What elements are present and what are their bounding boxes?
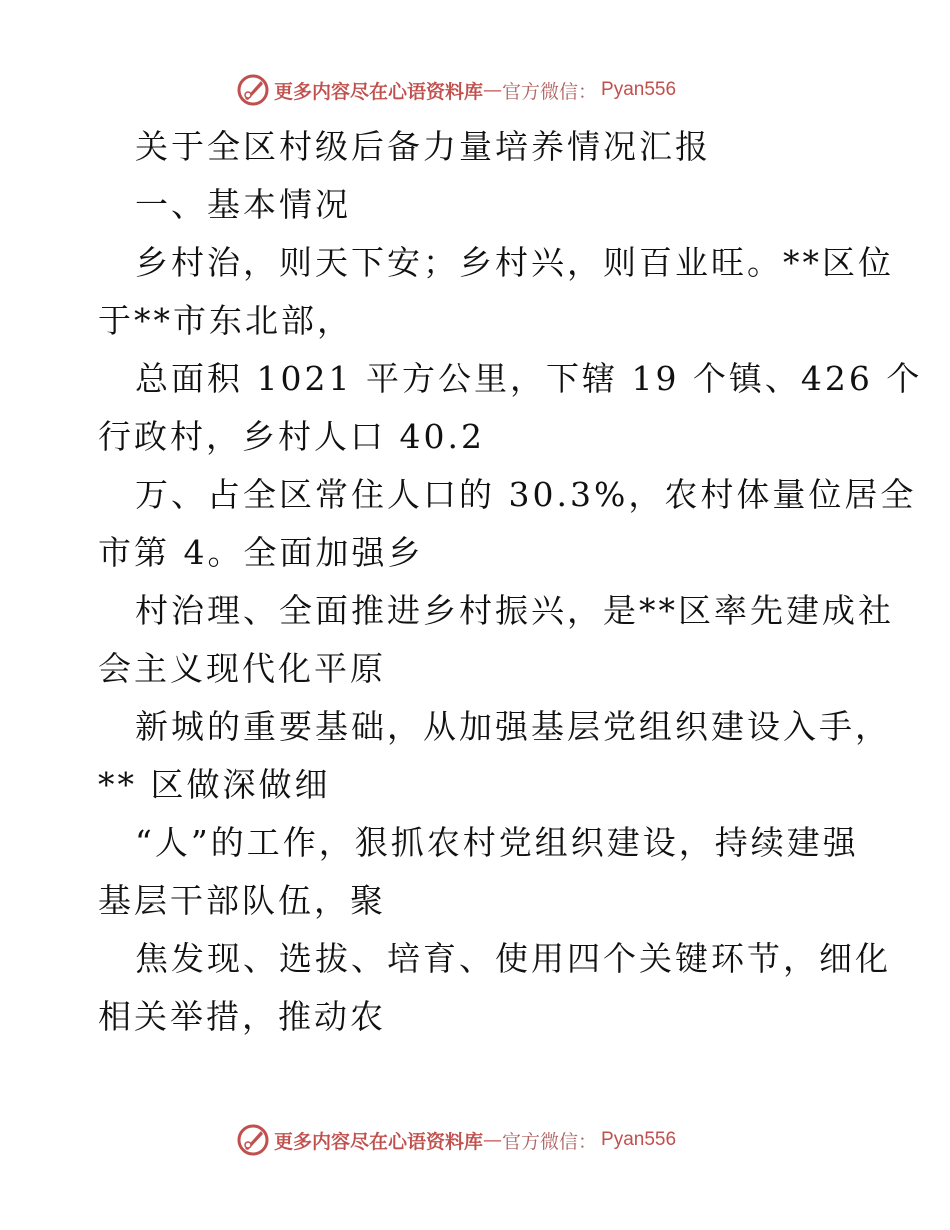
watermark-id: Pyan556: [601, 79, 677, 100]
document-line: 村治理、全面推进乡村振兴，是**区率先建成社: [135, 591, 894, 630]
quill-seal-icon: [236, 1123, 270, 1157]
document-line: “人”的工作，狠抓农村党组织建设，持续建强: [135, 823, 859, 862]
document-title: 关于全区村级后备力量培养情况汇报: [135, 127, 711, 166]
watermark-separator: —: [483, 1129, 503, 1151]
document-line: 行政村，乡村人口 40.2: [98, 417, 485, 456]
document-line: 焦发现、选拔、培育、使用四个关键环节，细化: [135, 939, 891, 978]
document-line: 基层干部队伍，聚: [98, 881, 386, 920]
watermark-label: 官方微信：: [502, 1130, 598, 1153]
document-line: 市第 4。全面加强乡: [98, 533, 424, 572]
document-paragraphs: [98, 234, 923, 1046]
watermark-site: 更多内容尽在心语资料库: [274, 1130, 484, 1153]
quill-seal-icon: [236, 73, 270, 107]
document-line: 会主义现代化平原: [98, 649, 386, 688]
watermark-separator: —: [483, 79, 503, 101]
section-heading: 一、基本情况: [135, 185, 351, 224]
watermark-label: 官方微信：: [502, 80, 598, 103]
document-line: 相关举措，推动农: [98, 997, 386, 1036]
document-line: ** 区做深做细: [98, 765, 331, 804]
watermark-id: Pyan556: [601, 1129, 677, 1150]
watermark-site: 更多内容尽在心语资料库: [274, 80, 484, 103]
document-line: 乡村治，则天下安；乡村兴，则百业旺。**区位: [135, 243, 894, 282]
footer-watermark: [236, 1123, 676, 1157]
document-line: 于**市东北部，: [98, 301, 353, 340]
header-watermark: [236, 73, 676, 107]
document-line: 万、占全区常住人口的 30.3%，农村体量位居全: [135, 475, 917, 514]
document-line: 新城的重要基础，从加强基层党组织建设入手，: [135, 707, 891, 746]
document-body: [98, 118, 923, 1046]
document-line: 总面积 1021 平方公里，下辖 19 个镇、426 个: [135, 359, 923, 398]
